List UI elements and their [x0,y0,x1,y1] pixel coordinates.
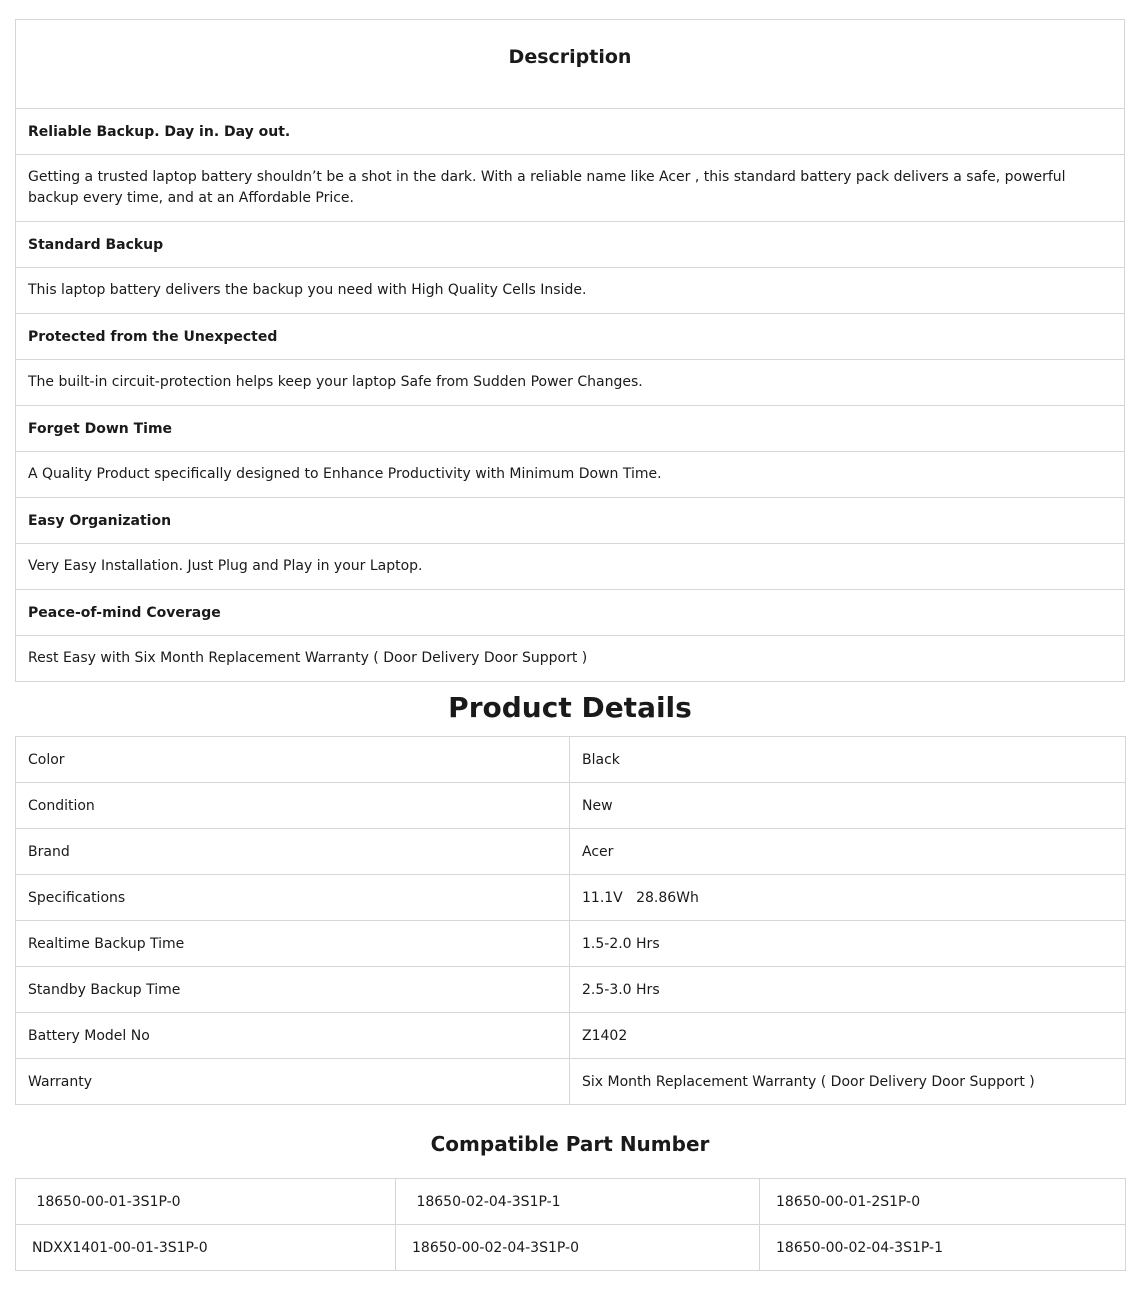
detail-key: Realtime Backup Time [16,921,570,967]
section-heading: Easy Organization [16,498,1125,544]
table-row [16,1059,1126,1105]
detail-key: Standby Backup Time [16,967,570,1013]
table-row [16,1179,1126,1225]
description-table [15,19,1125,682]
section-text: The built-in circuit-protection helps keep your laptop Safe from Sudden Power Changes. [16,360,1125,406]
detail-value: Six Month Replacement Warranty ( Door Delivery Door Support ) [570,1059,1126,1105]
detail-key: Specifications [16,875,570,921]
detail-value: 11.1V 28.86Wh [570,875,1126,921]
product-details-table [15,736,1126,1105]
part-number: NDXX1401-00-01-3S1P-0 [16,1225,396,1271]
part-number: 18650-00-01-3S1P-0 [16,1179,396,1225]
table-row [16,921,1126,967]
part-number: 18650-02-04-3S1P-1 [396,1179,760,1225]
part-number: 18650-00-02-04-3S1P-0 [396,1225,760,1271]
table-row [16,1225,1126,1271]
section-heading: Reliable Backup. Day in. Day out. [16,109,1125,155]
detail-value: 2.5-3.0 Hrs [570,967,1126,1013]
part-number: 18650-00-02-04-3S1P-1 [760,1225,1126,1271]
table-row [16,737,1126,783]
detail-key: Warranty [16,1059,570,1105]
compatible-part-title: Compatible Part Number [430,1132,710,1156]
detail-value: 1.5-2.0 Hrs [570,921,1126,967]
description-title: Description [16,20,1125,109]
part-number: 18650-00-01-2S1P-0 [760,1179,1126,1225]
detail-value: Black [570,737,1126,783]
detail-value: Z1402 [570,1013,1126,1059]
section-heading: Forget Down Time [16,406,1125,452]
section-text: Rest Easy with Six Month Replacement Warranty ( Door Delivery Door Support ) [16,636,1125,682]
detail-key: Battery Model No [16,1013,570,1059]
section-heading: Protected from the Unexpected [16,314,1125,360]
section-heading: Peace-of-mind Coverage [16,590,1125,636]
compatible-part-table [15,1178,1126,1271]
detail-value: New [570,783,1126,829]
detail-key: Condition [16,783,570,829]
section-text: This laptop battery delivers the backup you need with High Quality Cells Inside. [16,268,1125,314]
section-text: Very Easy Installation. Just Plug and Play in your Laptop. [16,544,1125,590]
detail-key: Brand [16,829,570,875]
table-row [16,967,1126,1013]
table-row [16,829,1126,875]
table-row [16,1013,1126,1059]
section-text: A Quality Product specifically designed to Enhance Productivity with Minimum Down Time. [16,452,1125,498]
section-text: Getting a trusted laptop battery shouldn’t be a shot in the dark. With a reliable name like Acer , this standard battery pack delivers a safe, powerful backup every time, and at an Affordable Price. [16,155,1125,222]
table-row [16,783,1126,829]
detail-value: Acer [570,829,1126,875]
product-details-title: Product Details [448,691,692,724]
section-heading: Standard Backup [16,222,1125,268]
table-row [16,875,1126,921]
detail-key: Color [16,737,570,783]
